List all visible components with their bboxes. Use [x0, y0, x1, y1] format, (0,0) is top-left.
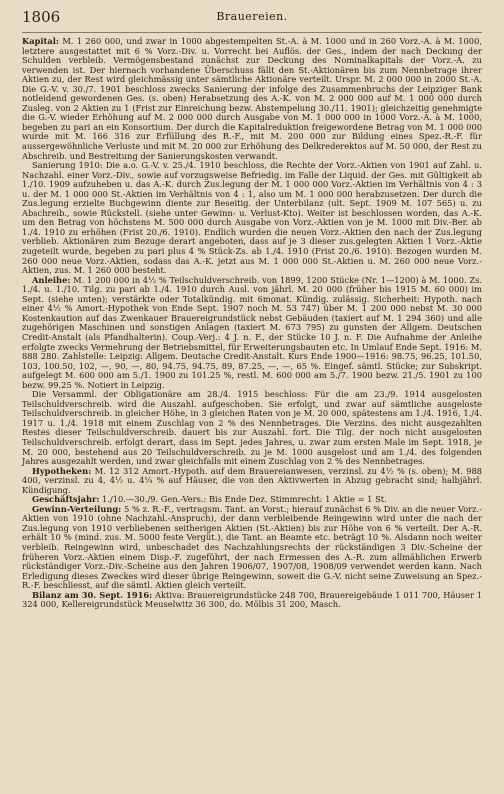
section-label: Anleihe: — [32, 274, 71, 285]
paragraph-bilanz — [22, 591, 482, 610]
document-body — [22, 37, 482, 610]
section-label: Geschäftsjahr: — [32, 494, 100, 505]
paragraph-text: M. 1 260 000, und zwar in 1000 abgestempelten St.-A. à M. 1000 und in 260 Vorz.-A. à M. 1000, letztere ausgestattet mit 6 % Vorz.-Div. u. Vorrecht bei Auflös. der Ges., indem der nach Deckung der Schulden verbleib. Vermögensbestand zunächst zur Deckung des Nominalkapitals der Vorz.-A. zu verwenden ist. Der hiernach vorhandene Überschuss fällt den St.-Aktionären bis zum Nennbetrage ihrer Aktien zu, der Rest wird gleichmässig unter sämtliche Aktionäre verteilt. Urspr. M. 2 000 000 in 2000 St.-A. Die G.-V. v. 30./7. 1901 beschloss zwecks Sanierung der infolge des Zusammenbruchs der Leipziger Bank notleidend gewordenen Ges. (s. oben) Herabsetzung des A.-K. von M. 2 000 000 auf M. 1 000 000 durch Zusleg. von 2 Aktien zu 1 (Frist zur Einreichung bezw. Abstempelung 30./11. 1901); gleichzeitig genehmigte die G.-V. wieder Erhöhung auf M. 2 000 000 durch Ausgabe von M. 1 000 000 in 1000 Vorz.-A. à M. 1000, begeben zu pari an ein Konsortium. Der durch die Kapitalreduktion freigewordene Betrag von M. 1 000 000 wurde mit M. 166 316 zur Erfüllung des R.-F., mit M. 200 000 zur Bildung eines Spez.-R.-F. für aussergewöhnliche Verluste und mit M. 20 000 zur Erhöhung des Delkrederektos auf M. 50 000, der Rest zu Abschreib. und Bestreitung der Sanierungskosten verwandt. — [22, 36, 482, 161]
paragraph-gewinn-verteilung — [22, 505, 482, 591]
paragraph-sanierung — [22, 161, 482, 276]
section-label: Kapital: — [22, 36, 59, 46]
paragraph-text: 5 % z. R.-F., vertragsm. Tant. an Vorst.; hierauf zunächst 6 % Div. an die neuer Vorz.-Aktien von 1910 (ohne Nachzahl.-Anspruch), der dann verbleibende Reingewinn wird unter die nach der Zus.legung von 1910 verbliebenen seitherigen Aktien (St.-Aktien) bis zur Höhe von 6 % verteilt. Der A.-R. erhält 10 % (mind. zus. M. 5000 feste Vergüt.), die Tant. an Beamte etc. beträgt 10 %. Alsdann noch weiter verbleib. Reingewinn wird, unbeschadet des Nachzahlungsrechts der rückständigen 3 Div.-Scheine der früheren Vorz.-Aktien einem Disp.-F. zugeführt, der nach Ermessen des A.-R. zum allmählichen Erwerb rückständiger Vorz.-Div.-Scheine aus den Jahren 1906/07, 1907/08, 1908/09 verwendet werden kann. Nach Erledigung dieses Zweckes wird dieser übrige Reingewinn, soweit die G.-V. nicht seine Zuweisung an Spez.-R.-F. beschliesst, auf die sämtl. Aktien gleich verteilt. — [22, 503, 482, 591]
section-label: Bilanz am 30. Sept. 1916: — [32, 589, 153, 600]
paragraph-text: M. 1 200 000 in 4½ % Teilschuldverschreib. von 1899, 1200 Stücke (Nr. 1—1200) à M. 1000. Zs. 1./4. u. 1./10. Tilg. zu pari ab 1./4. 1910 durch Ausl. von jährl. M. 20 000 (früher bis 1915 M. 60 000) im Sept. (siehe unten); verstärkte oder Totalkündig. mit 6monat. Kündig. zulässig. Sicherheit: Hypoth. nach einer 4½ % Amort.-Hypothek von Ende Sept. 1907 noch M. 53 747) über M. 1 200 000 nebst M. 30 000 Kostenkaution auf das Zwenkauer Brauereigrundstück nebst Gebäuden (taxiert auf M. 1 294 360) und alle zugehörigen Maschinen und sonstigen Anlagen (taxiert M. 673 795) zu gunsten der Allgem. Deutschen Credit-Anstalt (als Pfandhalterin). Coup.-Verj.: 4 J. n. F., der Stücke 10 J. n. F. Die Aufnahme der Anleihe erfolgte zwecks Vermehrung der Betriebsmittel, für Erweiterungsbauten etc. In Umlauf Ende Sept. 1916: M. 888 280. Zahlstelle: Leipzig: Allgem. Deutsche Credit-Anstalt. Kurs Ende 1900—1916: 98.75, 96.25, 101.50, 103, 100.50, 102, —, 90, —, 80, 94.75, 94.75, 89, 87.25, —, —, 65 %. Eingef. sämtl. Stücke; zur Subskript. aufgelegt M. 600 000 am 5./1. 1900 zu 101.25 %, restl. M. 600 000 am 5./7. 1900 bezw. 21./5. 1901 zu 100 bezw. 99.25 %. Notiert in Leipzig. — [22, 274, 482, 390]
paragraph-hypotheken — [22, 467, 482, 496]
section-label: Gewinn-Verteilung: — [32, 503, 122, 514]
paragraph-text: Sanierung 1910: Die a.o. G.-V. v. 25./4. 1910 beschloss, die Rechte der Vorz.-Aktien von 1901 auf Zahl. u. Nachzahl. einer Vorz.-Div., sowie auf vorzugsweise Befriedig. im Falle der Liquid. der Ges. mit Gültigkeit ab 1./10. 1909 aufzuheben u. das A.-K. durch Zus.legung der M. 1 000 000 Vorz.-Aktien im Verhältnis von 4 : 3 u. der M. 1 000 000 St.-Aktien im Verhältnis von 4 : 1, also um M. 1 000 000 herabzusetzen. Der durch die Zus.legung erzielte Buchgewinn diente zur Beseitig. der Unterbilanz (ult. Sept. 1909 M. 107 565) u. zu Abschreib., sowie Rückstell. (siehe unter Gewinn- u. Verlust-Kto). Weiter ist beschlossen worden, das A.-K. um den Betrag von höchstens M. 500 000 durch Ausgabe von Vorz.-Aktien von je M. 1000 mit Div.-Ber. ab 1./4. 1910 zu erhöhen (Frist 20./6. 1910). Endlich wurden die neuen Vorz.-Aktien den nach der Zus.legung verblieb. Aktionären zum Bezuge derart angeboten, dass auf je 3 dieser zus.gelegten Aktien 1 Vorz.-Aktie zugeteilt wurde, begeben zu pari plus 4 % Stück-Zs. ab 1./4. 1910 (Frist 20./6. 1910). Bezogen wurden M. 260 000 neue Vorz.-Aktien, sodass das A.-K. jetzt aus M. 1 000 000 St.-Aktien u. M. 260 000 neue Vorz.-Aktien, zus. M. 1 260 000 besteht. — [22, 160, 482, 276]
paragraph-text: Die Versamml. der Obligationäre am 28./4. 1915 beschloss: Für die am 23./9. 1914 ausgelosten Teilschuldverschreib. wird die Auszahl. aufgeschoben. Sie erfolgt, und zwar auf sämtliche ausgeloste Teilschuldverschreib. in gleicher Höhe, in 3 gleichen Raten von je M. 20 000, spätestens am 1./4. 1916, 1./4. 1917 u. 1./4. 1918 mit einem Zuschlag von 2 % des Nennbetrages. Die Verzins. des nicht ausgezahlten Restes dieser Teilschuldverschreib. dauert bis zur Auszahl. fort. Die Tilg. der noch nicht ausgelosten Teilschuldverschreib. erfolgt derart, dass im Sept. jedes Jahres, u. zwar zum ersten Male im Sept. 1918, je M. 20 000, bestehend aus 20 Teilschuldverschreib. zu je M. 1000 ausgelost und am 1./4. des folgenden Jahres ausgezahlt werden, und zwar gleichfalls mit einem Zuschlag von 2 % des Nennbetrages. — [22, 389, 482, 467]
paragraph-versammlung — [22, 390, 482, 466]
page-title: Brauereien. — [216, 10, 288, 23]
paragraph-kapital — [22, 37, 482, 161]
paragraph-text: M. 12 312 Amort.-Hypoth. auf dem Brauereianwesen, verzinsl. zu 4½ % (s. oben); M. 988 400, verzinsl. zu 4, 4½ u. 4¼ % auf Häuser, die von den Aktivwerten in Abzug gebracht sind; halbjährl. Kündigung. — [22, 465, 482, 495]
page-header — [22, 6, 482, 33]
paragraph-anleihe — [22, 276, 482, 391]
paragraph-text: 1./10.—30./9. Gen.-Vers.: Bis Ende Dez. Stimmrecht: 1 Aktie = 1 St. — [99, 494, 387, 505]
paragraph-text: Aktiva: Brauereigrundstücke 248 700, Brauereigebäude 1 011 700, Häuser 1 324 000, Kellereigrundstück Meuselwitz 36 300, do. Mölbis 31 200, Masch. — [22, 589, 482, 610]
page-number: 1806 — [22, 8, 61, 26]
section-label: Hypotheken: — [32, 465, 92, 476]
